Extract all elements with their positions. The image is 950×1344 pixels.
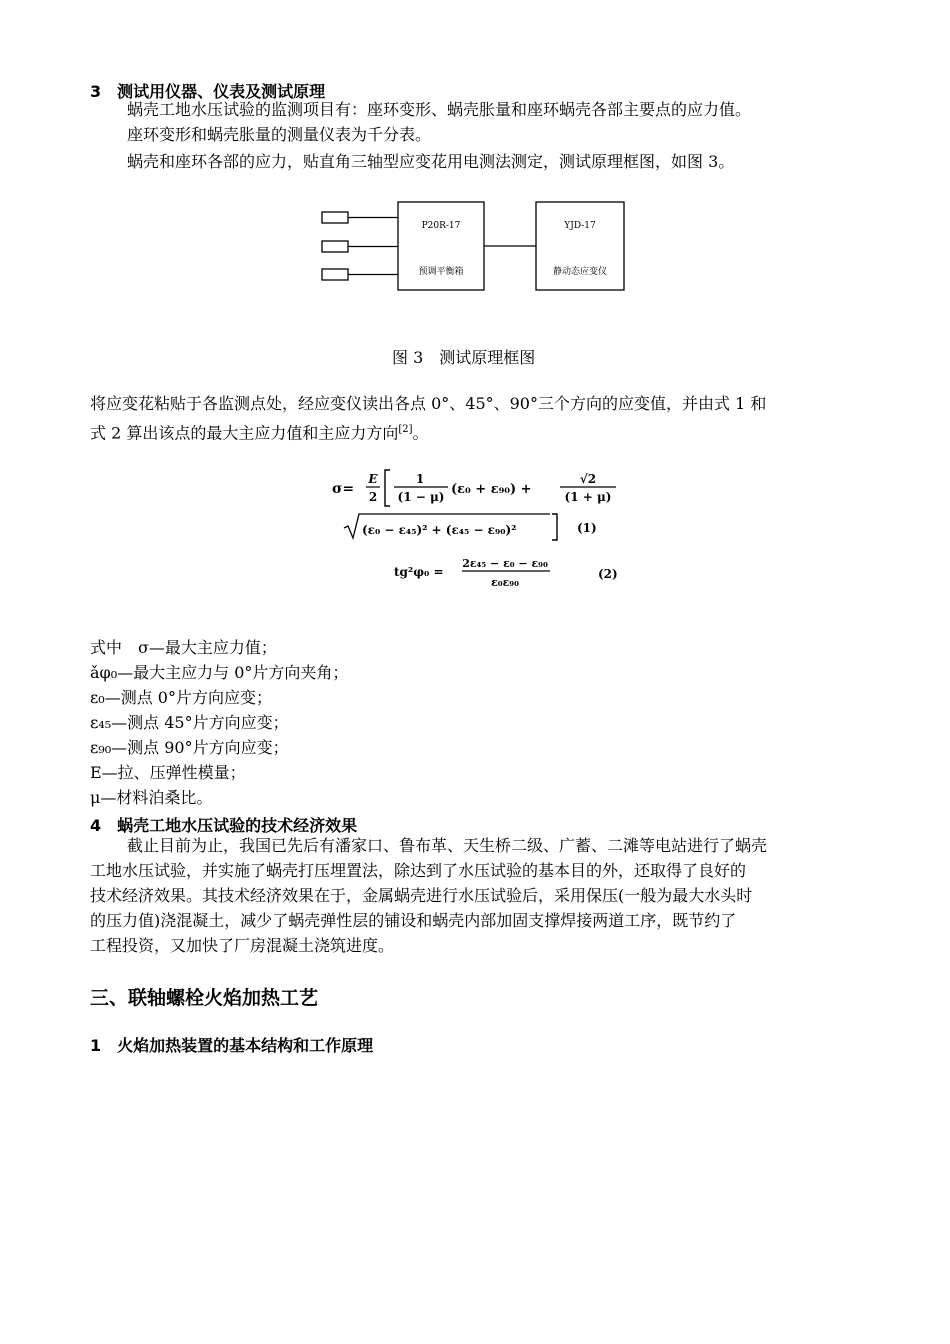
section-4-line-4: 的压力值)浇混凝土，减少了蜗壳弹性层的铺设和蜗壳内部加固支撑焊接两道工序，既节约了 (90, 911, 737, 930)
frac2-denominator: (1 + μ) (564, 490, 612, 504)
sensor-rect-1 (322, 212, 348, 223)
figure-3-caption: 图 3 测试原理框图 (392, 348, 536, 367)
frac1-numerator: 1 (415, 472, 425, 486)
frac1-denominator: (1 − μ) (397, 490, 445, 504)
definition-line-5: ε₉₀—测点 90°片方向应变； (90, 738, 289, 757)
sqrt-body: (ε₀ − ε₄₅)² + (ε₄₅ − ε₉₀)² (362, 523, 517, 537)
section-3-heading: 3 测试用仪器、仪表及测试原理 (90, 82, 326, 101)
formula-block (330, 462, 630, 592)
equation-number-2: (2) (598, 567, 618, 581)
balance-box-label: 预调平衡箱 (418, 267, 464, 277)
strain-meter-label: 静动态应变仪 (552, 267, 608, 277)
frac2-numerator: √2 (579, 472, 597, 486)
definition-line-4: ε₄₅—测点 45°片方向应变； (90, 713, 289, 732)
definition-line-1: 式中 σ—最大主应力值； (90, 638, 277, 657)
measure-paragraph-line-2 (90, 419, 429, 444)
measure-paragraph-line-2-end: 。 (412, 423, 429, 443)
sensor-rect-2 (322, 241, 348, 252)
tg-numerator: 2ε₄₅ − ε₀ − ε₉₀ (462, 557, 548, 570)
section-4-line-1: 截止目前为止，我国已先后有潘家口、鲁布革、天生桥二级、广蓄、二滩等电站进行了蜗壳 (127, 836, 768, 855)
section-4-line-2: 工地水压试验，并实施了蜗壳打压埋置法，除达到了水压试验的基本目的外，还取得了良好的 (90, 861, 747, 880)
definition-line-7: μ—材料泊桑比。 (90, 788, 213, 807)
citation-ref: [2] (398, 424, 413, 435)
equation-number-1: (1) (577, 521, 597, 535)
section-3-paragraph-2: 蜗壳和座环各部的应力，贴直角三轴型应变花用电测法测定，测试原理框图，如图 3。 (127, 152, 735, 171)
test-principle-block-diagram (318, 198, 632, 296)
formula-term-1: (ε₀ + ε₉₀) + (451, 482, 532, 497)
section-4-line-5: 工程投资，又加快了厂房混凝土浇筑进度。 (90, 936, 395, 955)
definition-line-6: E—拉、压弹性模量； (90, 763, 246, 782)
section-4-heading: 4 蜗壳工地水压试验的技术经济效果 (90, 816, 358, 835)
definition-line-2: ǎφ₀—最大主应力与 0°片方向夹角； (90, 663, 349, 682)
frac-e-numerator: E (368, 472, 378, 486)
section-three-1-heading: 1 火焰加热装置的基本结构和工作原理 (90, 1036, 374, 1055)
right-bracket (552, 514, 557, 540)
measure-paragraph-line-1: 将应变花粘贴于各监测点处，经应变仪读出各点 0°、45°、90°三个方向的应变值，并由式 1 和 (90, 394, 767, 413)
left-bracket (385, 470, 390, 506)
section-3-paragraph-1-line-1: 蜗壳工地水压试验的监测项目有：座环变形、蜗壳胀量和座环蜗壳各部主要点的应力值。 (127, 100, 752, 119)
strain-meter-model: YJD-17 (564, 221, 596, 231)
tg-denominator: ε₀ε₉₀ (491, 576, 519, 589)
definition-line-3: ε₀—测点 0°片方向应变； (90, 688, 272, 707)
section-three-heading: 三、联轴螺栓火焰加热工艺 (90, 987, 319, 1009)
sensor-rect-3 (322, 269, 348, 280)
section-3-paragraph-1-line-2: 座环变形和蜗壳胀量的测量仪表为千分表。 (127, 125, 432, 144)
section-4-line-3: 技术经济效果。其技术经济效果在于，金属蜗壳进行水压试验后，采用保压(一般为最大水头时 (90, 886, 753, 905)
frac-e-denominator: 2 (368, 490, 378, 504)
balance-box-model: P20R-17 (421, 221, 461, 231)
tg-lhs: tg²φ₀ = (394, 565, 444, 579)
measure-paragraph-line-2-text: 式 2 算出该点的最大主应力值和主应力方向 (90, 423, 399, 443)
sigma-lhs: σ= (332, 481, 355, 497)
